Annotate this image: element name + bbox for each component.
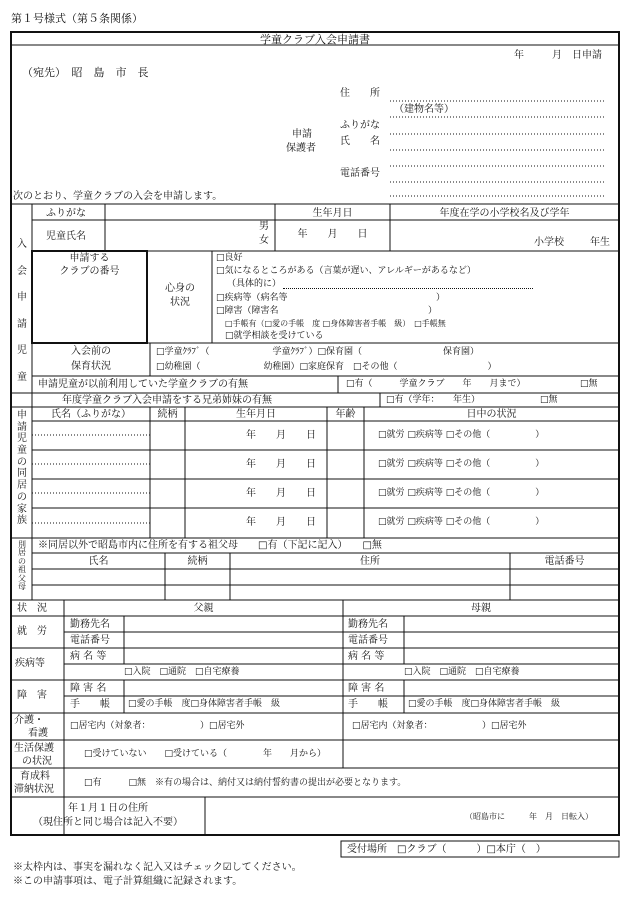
note-2: ※この申請事項は、電子計算組織に記録されます。 xyxy=(13,876,243,887)
father-phone-label: 電話番号 xyxy=(70,635,110,646)
health-label-2: 状況 xyxy=(170,297,190,308)
mother-workplace-label: 勤務先名 xyxy=(348,619,388,630)
jan-address-label-1: 年１月１日の住所 xyxy=(68,803,148,814)
child-birth-ymd: 年 月 日 xyxy=(297,229,368,240)
child-school-header: 年度在学の小学校名及び学年 xyxy=(439,208,570,219)
family-row-4-birth: 年 月 日 xyxy=(246,517,316,528)
prior-use-no[interactable]: □無 xyxy=(580,379,598,389)
disability-label: 障 害 xyxy=(17,690,47,701)
applicant-address-input[interactable] xyxy=(390,86,606,101)
applicant-name-input[interactable] xyxy=(390,135,606,150)
health-disease-end: ） xyxy=(436,293,446,303)
applicant-address-label: 住 所 xyxy=(340,88,380,99)
mother-disease-label: 病 名 等 xyxy=(348,651,385,662)
applicant-building-label: （建物名等） xyxy=(394,104,454,115)
work-label: 就 労 xyxy=(17,626,47,637)
reception-label: 受付場所 xyxy=(347,844,387,855)
applicant-phone-label: 電話番号 xyxy=(340,168,380,179)
pre-status-label-1: 入会前の xyxy=(71,346,111,357)
family-row-3-status[interactable]: □就労 □疾病等 □その他（ ） xyxy=(378,488,545,498)
child-name-label: 児童氏名 xyxy=(46,231,86,242)
family-side-label: 申請児童の同居の家族 xyxy=(17,410,27,527)
child-name-input[interactable] xyxy=(106,205,274,250)
father-header: 父親 xyxy=(193,603,214,614)
welfare-label-2: の状況 xyxy=(22,756,52,767)
welfare-label-1: 生活保護 xyxy=(14,743,54,754)
health-label-1: 心身の xyxy=(165,283,195,294)
family-header-relation: 続柄 xyxy=(157,409,178,420)
jan-address-moved-in: （昭島市に 年 月 日転入） xyxy=(465,812,593,821)
child-birth-header: 生年月日 xyxy=(312,208,353,219)
jan-address-label-2: （現住所と同じ場合は記入不要） xyxy=(33,817,183,828)
care-label-1: 介護・ xyxy=(14,715,44,726)
health-consult[interactable]: □就学相談を受けている xyxy=(225,331,324,341)
applicant-role-2: 保護者 xyxy=(286,143,316,154)
grandparent-side-label: 別居の祖父母 xyxy=(18,540,26,591)
mother-header: 母親 xyxy=(471,603,491,614)
family-header-age: 年齢 xyxy=(335,409,356,420)
sibling-no[interactable]: □無 xyxy=(540,395,558,405)
family-row-4-status[interactable]: □就労 □疾病等 □その他（ ） xyxy=(378,517,545,527)
jan-address-input[interactable] xyxy=(206,798,456,834)
fee-label-2: 滞納状況 xyxy=(14,784,54,795)
illness-label: 疾病等 xyxy=(15,658,45,669)
reception-options[interactable]: □クラブ（ ）□本庁（ ） xyxy=(397,844,546,855)
form-number: 第１号様式（第５条関係） xyxy=(11,12,143,25)
father-workplace-label: 勤務先名 xyxy=(70,619,110,630)
child-male: 男 xyxy=(259,221,269,232)
health-handbook[interactable]: □手帳有（□愛の手帳 度 □身体障害者手帳 級） □手帳無 xyxy=(225,319,446,328)
pre-status-label-2: 保育状況 xyxy=(71,361,111,372)
grandparent-note[interactable]: ※同居以外で昭島市内に住所を有する祖父母 □有（下記に記入） □無 xyxy=(38,540,382,551)
family-row-1-birth: 年 月 日 xyxy=(246,430,316,441)
date-month: 月 xyxy=(552,50,562,61)
care-label-2: 看護 xyxy=(28,728,48,739)
child-section-side-label: 入会申請児童 xyxy=(17,239,27,383)
family-row-2-status[interactable]: □就労 □疾病等 □その他（ ） xyxy=(378,459,545,469)
mother-hospital[interactable]: □入院 □通院 □自宅療養 xyxy=(404,667,520,677)
grandparent-header-address: 住所 xyxy=(360,556,380,567)
applicant-role-1: 申請 xyxy=(292,129,312,140)
health-concern[interactable]: □気になるところがある（言葉が遅い、アレルギーがあるなど） xyxy=(216,266,476,276)
health-disability-end: ） xyxy=(428,306,438,316)
grandparent-header-name: 氏名 xyxy=(88,556,109,567)
pre-status-row-1[interactable]: □学童ｸﾗﾌﾞ（ 学童ｸﾗﾌﾞ）□保育園（ 保育園） xyxy=(156,347,480,357)
applicant-furigana-label: ふりがな xyxy=(340,120,380,131)
father-dis-name-label: 障 害 名 xyxy=(70,683,107,694)
father-care[interactable]: □居宅内（対象者： ）□居宅外 xyxy=(70,721,245,731)
family-row-2-birth: 年 月 日 xyxy=(246,459,316,470)
family-row-1-status[interactable]: □就労 □疾病等 □その他（ ） xyxy=(378,430,545,440)
mother-phone-label: 電話番号 xyxy=(348,635,388,646)
applicant-furigana-input[interactable] xyxy=(390,118,606,133)
father-disease-label: 病 名 等 xyxy=(70,651,107,662)
mother-handbook[interactable]: □愛の手帳 度□身体障害者手帳 級 xyxy=(408,699,561,709)
mother-dis-name-label: 障 害 名 xyxy=(348,683,385,694)
child-grade: 年生 xyxy=(590,237,610,248)
health-disease[interactable]: □疾病等（病名等 xyxy=(216,293,288,303)
intro-text: 次のとおり、学童クラブの入会を申請します。 xyxy=(13,191,223,202)
welfare-options[interactable]: □受けていない □受けている（ 年 月から） xyxy=(84,749,327,759)
grandparent-header-relation: 続柄 xyxy=(187,556,208,567)
father-handbook-label: 手 帳 xyxy=(70,699,110,710)
sibling-yes[interactable]: □有（学年： 年生） xyxy=(386,395,481,405)
pre-status-row-2[interactable]: □幼稚園（ 幼稚園）□家庭保育 □その他（ ） xyxy=(156,362,497,372)
family-header-name: 氏名（ふりがな） xyxy=(51,409,131,420)
parents-status-label: 状 況 xyxy=(17,603,47,614)
applicant-phone-input[interactable] xyxy=(390,167,606,182)
family-header-status: 日中の状況 xyxy=(466,409,517,420)
family-header-birth: 生年月日 xyxy=(236,409,276,420)
grandparent-header-phone: 電話番号 xyxy=(544,556,585,567)
child-female: 女 xyxy=(259,235,269,246)
fee-options[interactable]: □有 □無 ※有の場合は、納付又は納付誓約書の提出が必要となります。 xyxy=(84,778,407,788)
club-number-input[interactable] xyxy=(33,282,146,342)
father-hospital[interactable]: □入院 □通院 □自宅療養 xyxy=(124,667,240,677)
club-request-line2: クラブの番号 xyxy=(59,266,120,277)
fee-label-1: 育成料 xyxy=(20,771,50,782)
health-concrete-line xyxy=(283,288,533,289)
health-disability[interactable]: □障害（障害名 xyxy=(216,306,279,316)
club-request-line1: 申請する xyxy=(69,253,110,264)
addressee: （宛先） 昭 島 市 長 xyxy=(22,66,149,79)
sibling-label: 年度学童クラブ入会申請をする兄弟姉妹の有無 xyxy=(62,395,272,406)
mother-care[interactable]: □居宅内（対象者： ）□居宅外 xyxy=(352,721,527,731)
father-handbook[interactable]: □愛の手帳 度□身体障害者手帳 級 xyxy=(128,699,281,709)
note-1: ※太枠内は、事実を漏れなく記入又はチェック☑してください。 xyxy=(13,862,302,873)
date-year: 年 xyxy=(514,50,524,61)
form-title: 学童クラブ入会申請書 xyxy=(260,33,370,46)
prior-use-label: 申請児童が以前利用していた学童クラブの有無 xyxy=(38,379,248,390)
prior-use-yes[interactable]: □有（ 学童クラブ 年 月まで） xyxy=(346,379,526,389)
family-row-3-birth: 年 月 日 xyxy=(246,488,316,499)
applicant-name-label: 氏 名 xyxy=(340,136,380,147)
health-concrete: （具体的に） xyxy=(227,279,282,289)
date-day-apply: 日申請 xyxy=(572,50,602,61)
child-furigana-label: ふりがな xyxy=(46,208,86,219)
health-good[interactable]: □良好 xyxy=(216,253,243,263)
mother-handbook-label: 手 帳 xyxy=(348,699,388,710)
child-school: 小学校 xyxy=(534,237,564,248)
